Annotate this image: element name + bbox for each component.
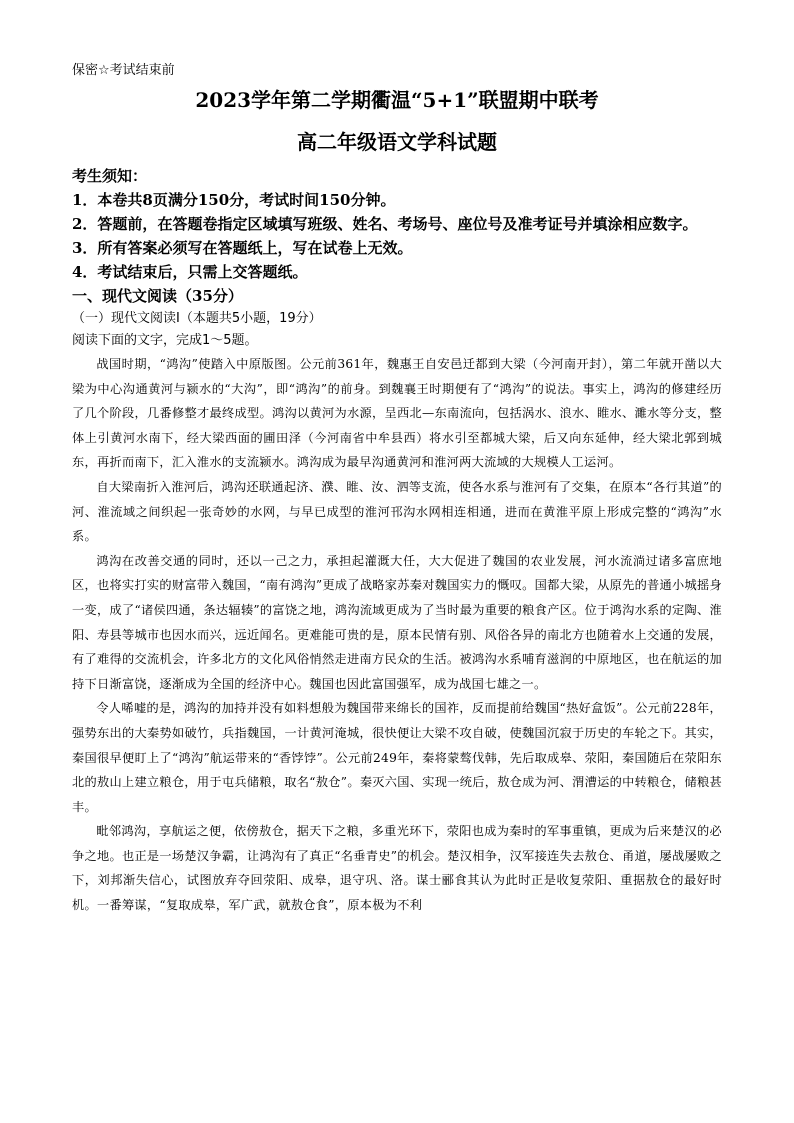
passage-paragraph: 自大梁南折入淮河后，鸿沟还联通起济、濮、睢、汝、泗等支流，使各水系与淮河有了交集，在原本“各行其道”的河、淮流域之间织起一张奇妙的水网，与早已成型的淮河邗沟水网相连相通，进而在黄淮平原上形成完整的“鸿沟”水系。 <box>72 479 722 544</box>
notice-item: 1．本卷共8页满分150分，考试时间150分钟。 <box>72 191 396 209</box>
passage-paragraph: 鸿沟在改善交通的同时，还以一己之力，承担起灌溉大任，大大促进了魏国的农业发展，河水流淌过诸多富庶地区，也将实打实的财富带入魏国，“南有鸿沟”更成了战略家苏秦对魏国实力的慨叹。国都大梁，从原先的普通小城摇身一变，成了“诸侯四通，条达辐辏”的富饶之地，鸿沟流域更成为了当时最为重要的粮食产区。位于鸿沟水系的定陶、淮阳、寿县等城市也因水而兴，远近闻名。更难能可贵的是，原本民情有别、风俗各异的南北方也随着水上交通的发展，有了难得的交流机会，许多北方的文化风俗悄然走进南方民众的生活。被鸿沟水系哺育滋润的中原地区，也在航运的加持下日渐富饶，逐渐成为全国的经济中心。魏国也因此富国强军，成为战国七雄之一。 <box>72 553 722 691</box>
exam-subtitle: 高二年级语文学科试题 <box>297 130 497 154</box>
section-title: 一、现代文阅读（35分） <box>72 287 243 305</box>
notice-item: 4．考试结束后，只需上交答题纸。 <box>72 263 308 281</box>
passage-paragraph: 毗邻鸿沟，享航运之便，依傍敖仓，据天下之粮，多重光环下，荥阳也成为秦时的军事重镇，更成为后来楚汉的必争之地。也正是一场楚汉争霸，让鸿沟有了真正“名垂青史”的机会。楚汉相争，汉军接连失去敖仓、甬道，屡战屡败之下，刘邦渐失信心，试图放弃夺回荥阳、成皋，退守巩、洛。谋士郦食其认为此时正是收复荥阳、重据敖仓的最好时机。一番筹谋，“复取成皋，军广武，就敖仓食”，原本极为不利 <box>72 824 722 913</box>
subsection-title: （一）现代文阅读Ⅰ（本题共5小题，19分） <box>72 311 322 326</box>
notice-item: 3．所有答案必须写在答题纸上，写在试卷上无效。 <box>72 239 413 257</box>
reading-instruction: 阅读下面的文字，完成1～5题。 <box>72 333 258 348</box>
passage-paragraph: 战国时期，“鸿沟”使踏入中原版图。公元前361年，魏惠王自安邑迁都到大梁（今河南开封），第二年就开凿以大梁为中心沟通黄河与颍水的“大沟”，即“鸿沟”的前身。到魏襄王时期便有了“鸿沟”的说法。事实上，鸿沟的修建经历了几个阶段，几番修整才最终成型。鸿沟以黄河为水源，呈西北—东南流向，包括涡水、浪水、睢水、濉水等分支，整体上引黄河水南下，经大梁西面的圃田泽（今河南省中牟县西）将水引至都城大梁，后又向东延伸，经大梁北郭到城东，再折而南下，汇入淮水的支流颍水。鸿沟成为最早沟通黄河和淮河两大流域的大规模人工运河。 <box>72 357 722 470</box>
reading-passage <box>72 352 722 918</box>
exam-title: 2023学年第二学期衢温“5+1”联盟期中联考 <box>195 88 599 112</box>
exam-notice <box>72 164 722 284</box>
notice-heading: 考生须知： <box>72 167 148 185</box>
confidential-label: 保密☆考试结束前 <box>72 63 175 78</box>
passage-paragraph: 令人唏嘘的是，鸿沟的加持并没有如料想般为魏国带来绵长的国祚，反而提前给魏国“热好盒饭”。公元前228年，强势东出的大秦势如破竹，兵指魏国，一计黄河淹城，很快便让大梁不攻自破，使魏国沉寂于历史的车轮之下。其实，秦国很早便盯上了“鸿沟”航运带来的“香饽饽”。公元前249年，秦将蒙骜伐韩，先后取成皋、荥阳，秦国随后在荥阳东北的敖山上建立粮仓，用于屯兵储粮，取名“敖仓”。秦灭六国、实现一统后，敖仓成为河、渭漕运的中转粮仓，储粮甚丰。 <box>72 701 722 814</box>
notice-item: 2．答题前，在答题卷指定区域填写班级、姓名、考场号、座位号及准考证号并填涂相应数字。 <box>72 215 698 233</box>
